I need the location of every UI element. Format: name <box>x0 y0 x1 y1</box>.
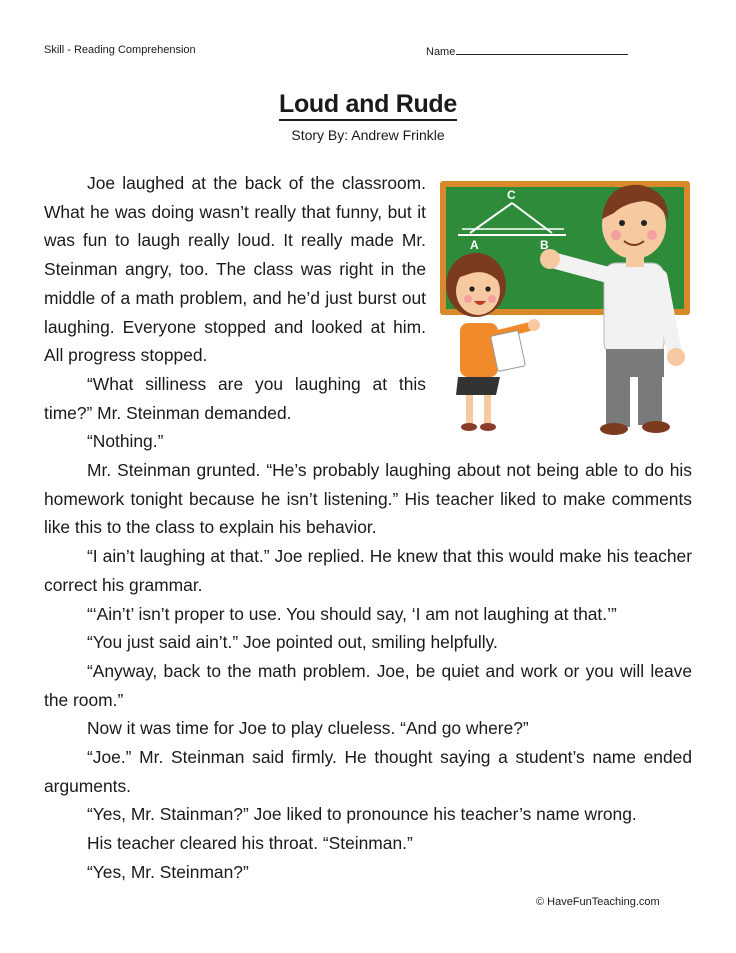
story-byline: Story By: Andrew Frinkle <box>291 127 445 143</box>
story-paragraph: Joe laughed at the back of the classroom. What he was doing wasn’t really that funny, but it was fun to laugh really loud. It really made Mr. Steinman angry, too. The class was right in the middle of a math problem, and he’d just burst out laughing. Everyone stopped and looked at him. All progress stopped. <box>44 173 426 366</box>
teacher-and-student-at-chalkboard-illustration <box>438 173 696 439</box>
story-paragraph: “Yes, Mr. Steinman?” <box>87 861 249 882</box>
copyright-footer: © HaveFunTeaching.com <box>536 896 660 908</box>
skill-label: Skill - Reading Comprehension <box>44 44 196 56</box>
story-title <box>0 90 736 119</box>
story-paragraph: Mr. Steinman grunted. “He’s probably laughing about not being able to do his homework tonight because he isn’t listening.” His teacher liked to make comments like this to the class to explain his behavior. <box>44 460 692 538</box>
story-paragraph: “Yes, Mr. Stainman?” Joe liked to pronounce his teacher’s name wrong. <box>87 804 637 825</box>
story-paragraph: “What silliness are you laughing at this time?” Mr. Steinman demanded. <box>44 373 426 423</box>
story-paragraph: “Anyway, back to the math problem. Joe, be quiet and work or you will leave the room.” <box>44 660 692 710</box>
story-paragraph: “‘Ain’t’ isn’t proper to use. You should say, ‘I am not laughing at that.’” <box>87 603 617 624</box>
story-paragraph: “You just said ain’t.” Joe pointed out, smiling helpfully. <box>87 632 498 653</box>
story-paragraph: “I ain’t laughing at that.” Joe replied. He knew that this would make his teacher correct his grammar. <box>44 546 692 595</box>
board-label-c: C <box>507 188 516 202</box>
board-label-a: A <box>470 238 479 252</box>
story-title-text: Loud and Rude <box>279 90 457 121</box>
name-label: Name <box>426 46 456 58</box>
story-paragraph: Now it was time for Joe to play clueless. “And go where?” <box>87 718 529 739</box>
story-body <box>44 169 692 887</box>
name-blank-line <box>456 44 628 55</box>
board-label-b: B <box>540 238 549 252</box>
name-field <box>426 44 628 58</box>
story-paragraph: His teacher cleared his throat. “Steinman.” <box>87 833 413 854</box>
story-paragraph: “Nothing.” <box>87 431 164 452</box>
story-paragraph: “Joe.” Mr. Steinman said firmly. He thought saying a student’s name ended arguments. <box>44 747 692 796</box>
